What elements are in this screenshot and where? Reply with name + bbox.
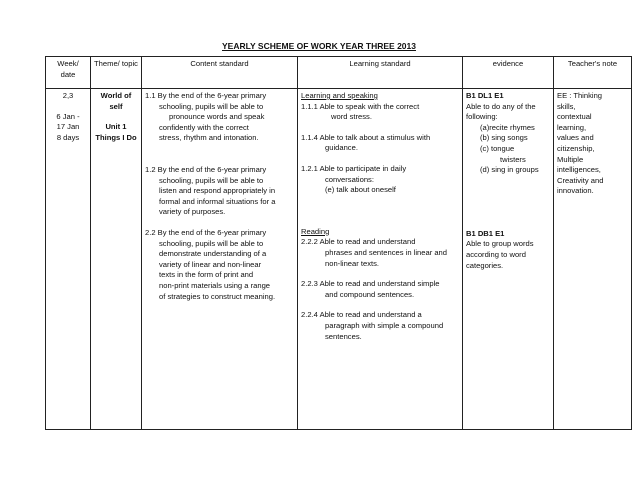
note-line: EE : Thinking (557, 91, 603, 100)
week-cell (46, 89, 91, 430)
note-line: values and (557, 133, 594, 143)
note-line: learning, (557, 122, 587, 132)
note-line: skills, (557, 101, 576, 111)
learning-standard-cell (298, 89, 463, 430)
learning-line: non-linear texts. (325, 258, 380, 268)
evidence-line: categories. (466, 260, 504, 270)
header-row (46, 57, 632, 89)
learning-line: word stress. (331, 112, 372, 122)
header-theme: Theme/ topic (91, 57, 142, 89)
document-title: YEARLY SCHEME OF WORK YEAR THREE 2013 (222, 41, 416, 51)
unit-topic: Things I Do (95, 132, 137, 142)
evidence-line: (a)recite rhymes (480, 122, 535, 132)
learning-line: phrases and sentences in linear and (325, 247, 448, 257)
learning-line: 1.1.4 Able to talk about a stimulus with (301, 132, 431, 142)
content-line: of strategies to construct meaning. (159, 291, 276, 301)
content-line: variety of linear and non-linear (159, 259, 262, 269)
note-line: citizenship, (557, 143, 595, 153)
week-days: 8 days (56, 132, 80, 142)
learning-line: (e) talk about oneself (325, 185, 396, 195)
content-line: pronounce words and speak (169, 112, 265, 122)
unit-label: Unit 1 (105, 122, 127, 132)
week-number: 2,3 (62, 91, 74, 100)
week-end: 17 Jan (56, 122, 80, 132)
header-content-standard: Content standard (142, 57, 298, 89)
evidence-line: (c) tongue (480, 143, 515, 153)
evidence-line: Able to group words (466, 239, 534, 249)
evidence-line: Able to do any of the (466, 101, 536, 111)
evidence-line: following: (466, 112, 498, 122)
theme-cell (91, 89, 142, 430)
content-line: listen and respond appropriately in (159, 186, 276, 196)
content-line: non-print materials using a range (159, 280, 271, 290)
evidence-code: B1 DL1 E1 (466, 91, 504, 100)
content-line: schooling, pupils will be able to (159, 238, 264, 248)
content-line: stress, rhythm and intonation. (159, 133, 259, 143)
scheme-table (45, 56, 632, 430)
learning-line: conversations: (325, 174, 374, 184)
learning-line: guidance. (325, 143, 358, 153)
week-start: 6 Jan - (56, 111, 80, 121)
learning-line: 2.2.2 Able to read and understand (301, 237, 416, 247)
content-line: 2.2 By the end of the 6-year primary (145, 227, 267, 237)
header-learning-standard: Learning standard (298, 57, 463, 89)
teachers-note-cell (554, 89, 632, 430)
learning-line: 2.2.3 Able to read and understand simple (301, 279, 440, 289)
learning-line: 1.2.1 Able to participate in daily (301, 163, 407, 173)
note-line: Creativity and (557, 175, 604, 185)
learning-line: 1.1.1 Able to speak with the correct (301, 101, 420, 111)
learning-heading: Reading (301, 226, 330, 236)
content-standard-cell (142, 89, 298, 430)
learning-line: and compound sentences. (325, 289, 415, 299)
content-line: schooling, pupils will be able to (159, 175, 264, 185)
evidence-cell (463, 89, 554, 430)
note-line: intelligences, (557, 165, 601, 175)
learning-line: sentences. (325, 331, 362, 341)
evidence-line: according to word (466, 249, 526, 259)
learning-line: paragraph with simple a compound (325, 320, 444, 330)
theme-line: self (109, 101, 123, 111)
learning-line: 2.2.4 Able to read and understand a (301, 310, 422, 320)
content-line: 1.1 By the end of the 6-year primary (145, 91, 267, 100)
header-week: Week/ date (46, 57, 91, 89)
content-line: formal and informal situations for a (159, 196, 276, 206)
header-teachers-note: Teacher's note (554, 57, 632, 89)
content-line: schooling, pupils will be able to (159, 101, 264, 111)
content-line: variety of purposes. (159, 207, 226, 217)
table-row (46, 89, 632, 430)
evidence-line: (b) sing songs (480, 133, 528, 143)
evidence-line: (d) sing in groups (480, 165, 539, 175)
note-line: innovation. (557, 186, 594, 196)
note-line: contextual (557, 112, 592, 122)
content-line: texts in the form of print and (159, 270, 254, 280)
learning-heading: Learning and speaking (301, 91, 378, 100)
theme-line: World of (100, 91, 132, 100)
header-evidence: evidence (463, 57, 554, 89)
content-line: confidently with the correct (159, 122, 249, 132)
note-line: Multiple (557, 154, 584, 164)
content-line: demonstrate understanding of a (159, 249, 267, 259)
evidence-code: B1 DB1 E1 (466, 228, 505, 238)
content-line: 1.2 By the end of the 6-year primary (145, 164, 267, 174)
evidence-line: twisters (500, 154, 526, 164)
